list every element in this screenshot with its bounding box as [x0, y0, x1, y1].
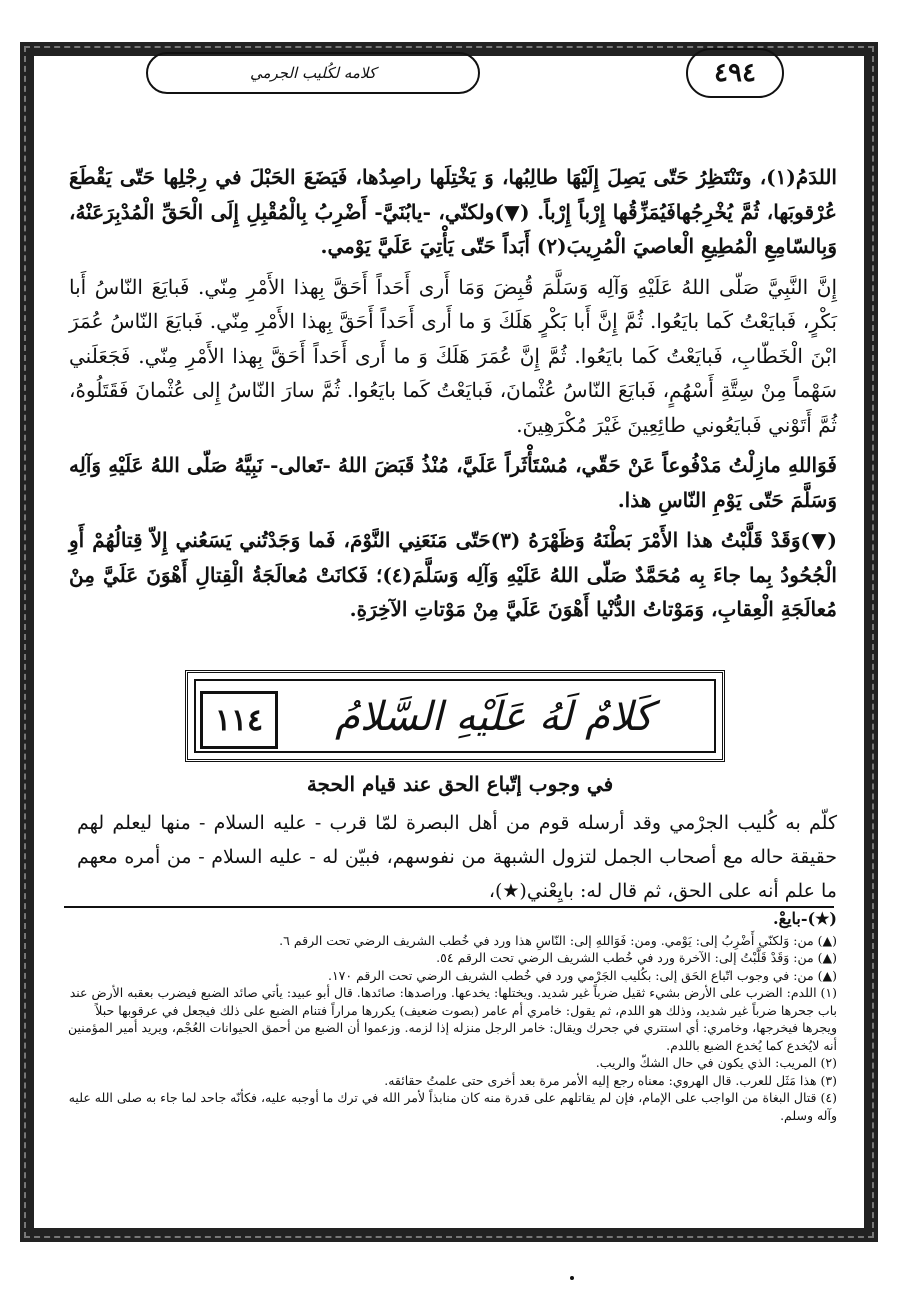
footnote: (▲) من: في وجوب اتّباع الحَق إلى: بكُليب الجَرْمي ورد في خُطب الشريف الرضي تحت الرقم ١٧٠. — [327, 967, 837, 983]
paragraph: (▼)وَقَدْ قَلَّبْتُ هذا الأَمْرَ بَطْنَهُ وَظَهْرَهُ (٣)حَتّى مَنَعَنِي النَّوْمَ، فَما وَجَدْتُني يَسَعُني إِلاّ قِتالُهُمْ أَوِ الْجُحُودُ بِما جاءَ بِه مُحَمَّدٌ صَلّى اللهُ عَلَيْهِ وَآلِه وَسَلَّمَ(٤)؛ فَكانَتْ مُعالَجَةُ الْقِتالِ أَهْوَنَ عَلَيَّ مِنْ مُعالَجَةِ الْعِقابِ، وَمَوْتاتُ الدُّنْيا أَهْوَنَ عَلَيَّ مِنْ مَوْتاتِ الآخِرَةِ. — [69, 528, 837, 621]
section-banner — [185, 670, 725, 762]
footnote-divider — [64, 906, 834, 908]
main-text — [69, 160, 837, 633]
running-title: كلامه لكُليب الجرمي — [146, 52, 480, 94]
footnote: (▲) من: وَلكنّي أَضْرِبُ إلى: يَوْمي. ومن: فَوَاللهِ إلى: النّاسِ هذا ورد في خُطب الشريف الرضي تحت الرقم ٦. — [279, 932, 837, 948]
page-dot — [570, 1276, 574, 1280]
footnote-head: (★)-بايعْ. — [773, 909, 837, 928]
section-subtitle: في وجوب إتّباع الحق عند قيام الحجة — [306, 772, 614, 796]
paragraph: اللدَمُ(١)، وتَنْتَظِرُ حَتّى يَصِلَ إِلَيْهَا طالِبُها، وَ يَخْتِلَها راصِدُها، فَيَضَعَ الحَبْلَ في رِجْلِها حَتّى يَقْطَعَ عُرْقوبَها، ثُمَّ يُخْرِجُهافَيُمَزِّقُها إِرْباً إِرْباً. (▼)ولكنّي، -يابُنَيَّ- أَضْرِبُ بِالْمُقْبِلِ إِلَى الْحَقِّ الْمُدْبِرَعَنْهُ، وَبِالسّامِعِ الْمُطِيعِ الْعاصيَ الْمُرِيبَ(٢) أَبَداً حَتّى يَأْتِيَ عَلَيَّ يَوْمي. — [69, 165, 837, 258]
footnote: (١) اللدم: الضرب على الأرض بشيء ثقيل ضرباً غير شديد. ويختلها: يخدعها. وراصدها: صائدها. قال أبو عبيد: يأتي صائد الضبع فيضرب بعقبه الأرض عند باب جحرها ضرباً غير شديد، وذلك هو اللدم، ثم يقول: خامري أم عامر (بصوت ضعيف) يكررها مراراً فتنام الضبع على ذلك فيجعل في عرقوبها حبلاً ويجرها فيخرجها، وخامري: أي استتري في جحرك ويقال: خامر الرجل منزله إذا لزمه. وزعموا أن الضبع من أحمق الحيوانات العُجْم، ويريد أمير المؤمنين أنه لايُخدع كما يُخدع الضبع باللدم. — [67, 985, 837, 1053]
section-number: ١١٤ — [200, 691, 278, 749]
footnote: (٤) قتال البغاة من الواجب على الإمام، فإن لم يقاتلهم على قدرة منه كان منابذاً لأمر الله في ترك ما أوجبه عليه، فكأنّه جاحد لما جاء به صلى الله عليه وآله وسلم. — [68, 1090, 837, 1123]
footnotes — [67, 910, 837, 1124]
page-number: ٤٩٤ — [680, 46, 790, 100]
footnote: (▲) من: وَقَدْ قَلَّبْتُ إلى: الآخرة ورد في خُطب الشريف الرضي تحت الرقم ٥٤. — [436, 950, 837, 965]
section-intro: كلّم به كُليب الجرْمي وقد أرسله قوم من أهل البصرة لمّا قرب - عليه السلام - منها ليعلم لهم حقيقة حاله مع أصحاب الجمل لتزول الشبهة من نفوسهم، فبيّن له - عليه السلام - من أمره معهم ما علم أنه على الحق، ثم قال له: بايِعْني(★)، — [77, 812, 837, 902]
paragraph: إِنَّ النَّبِيَّ صَلّى اللهُ عَلَيْهِ وَآلِه وَسَلَّمَ قُبِضَ وَمَا أَرى أَحَداً أَحَقَّ بِهذا الأَمْرِ مِنّي. فَبايَعَ النّاسُ أَبا بَكْرٍ، فَبايَعْتُ كَما بايَعُوا. ثُمَّ إِنَّ أَبا بَكْرٍ هَلَكَ وَ ما أَرى أَحَداً أَحَقَّ بِهذا الأَمْرِ مِنّي. فَبايَعَ النّاسُ عُمَرَ ابْنَ الْخَطّابِ، فَبايَعْتُ كَما بايَعُوا. ثُمَّ إِنَّ عُمَرَ هَلَكَ وَ ما أَرى أَحَداً أَحَقَّ بِهذا الأَمْرِ مِنّي. فَجَعَلَني سَهْماً مِنْ سِتَّةِ أَسْهُمٍ، فَبايَعَ النّاسُ عُثْمانَ، فَبايَعْتُ كَما بايَعُوا. ثُمَّ سارَ النّاسُ إِلى عُثْمانَ فَقَتَلُوهُ، ثُمَّ أَتَوْني فَبايَعُوني طائِعِينَ غَيْرَ مُكْرَهِينَ. — [69, 274, 838, 437]
paragraph: فَوَاللهِ مازِلْتُ مَدْفُوعاً عَنْ حَقّي، مُسْتَأْثَراً عَلَيَّ، مُنْذُ قَبَضَ اللهُ -تَعالى- نَبِيَّهُ صَلّى اللهُ عَلَيْهِ وَآلِه وَسَلَّمَ حَتّى يَوْمِ النّاسِ هذا. — [69, 453, 837, 512]
page-header — [100, 46, 804, 100]
footnote: (٢) المريب: الذي يكون في حال الشكّ والريب. — [595, 1055, 837, 1070]
footnote: (٣) هذا مَثَل للعرب. قال الهروي: معناه رجع إليه الأمر مرة بعد أخرى حتى علمتُ حقائقه. — [384, 1072, 837, 1088]
section-title: كَلامٌ لَهُ عَلَيْهِ السَّلامُ — [335, 694, 653, 740]
